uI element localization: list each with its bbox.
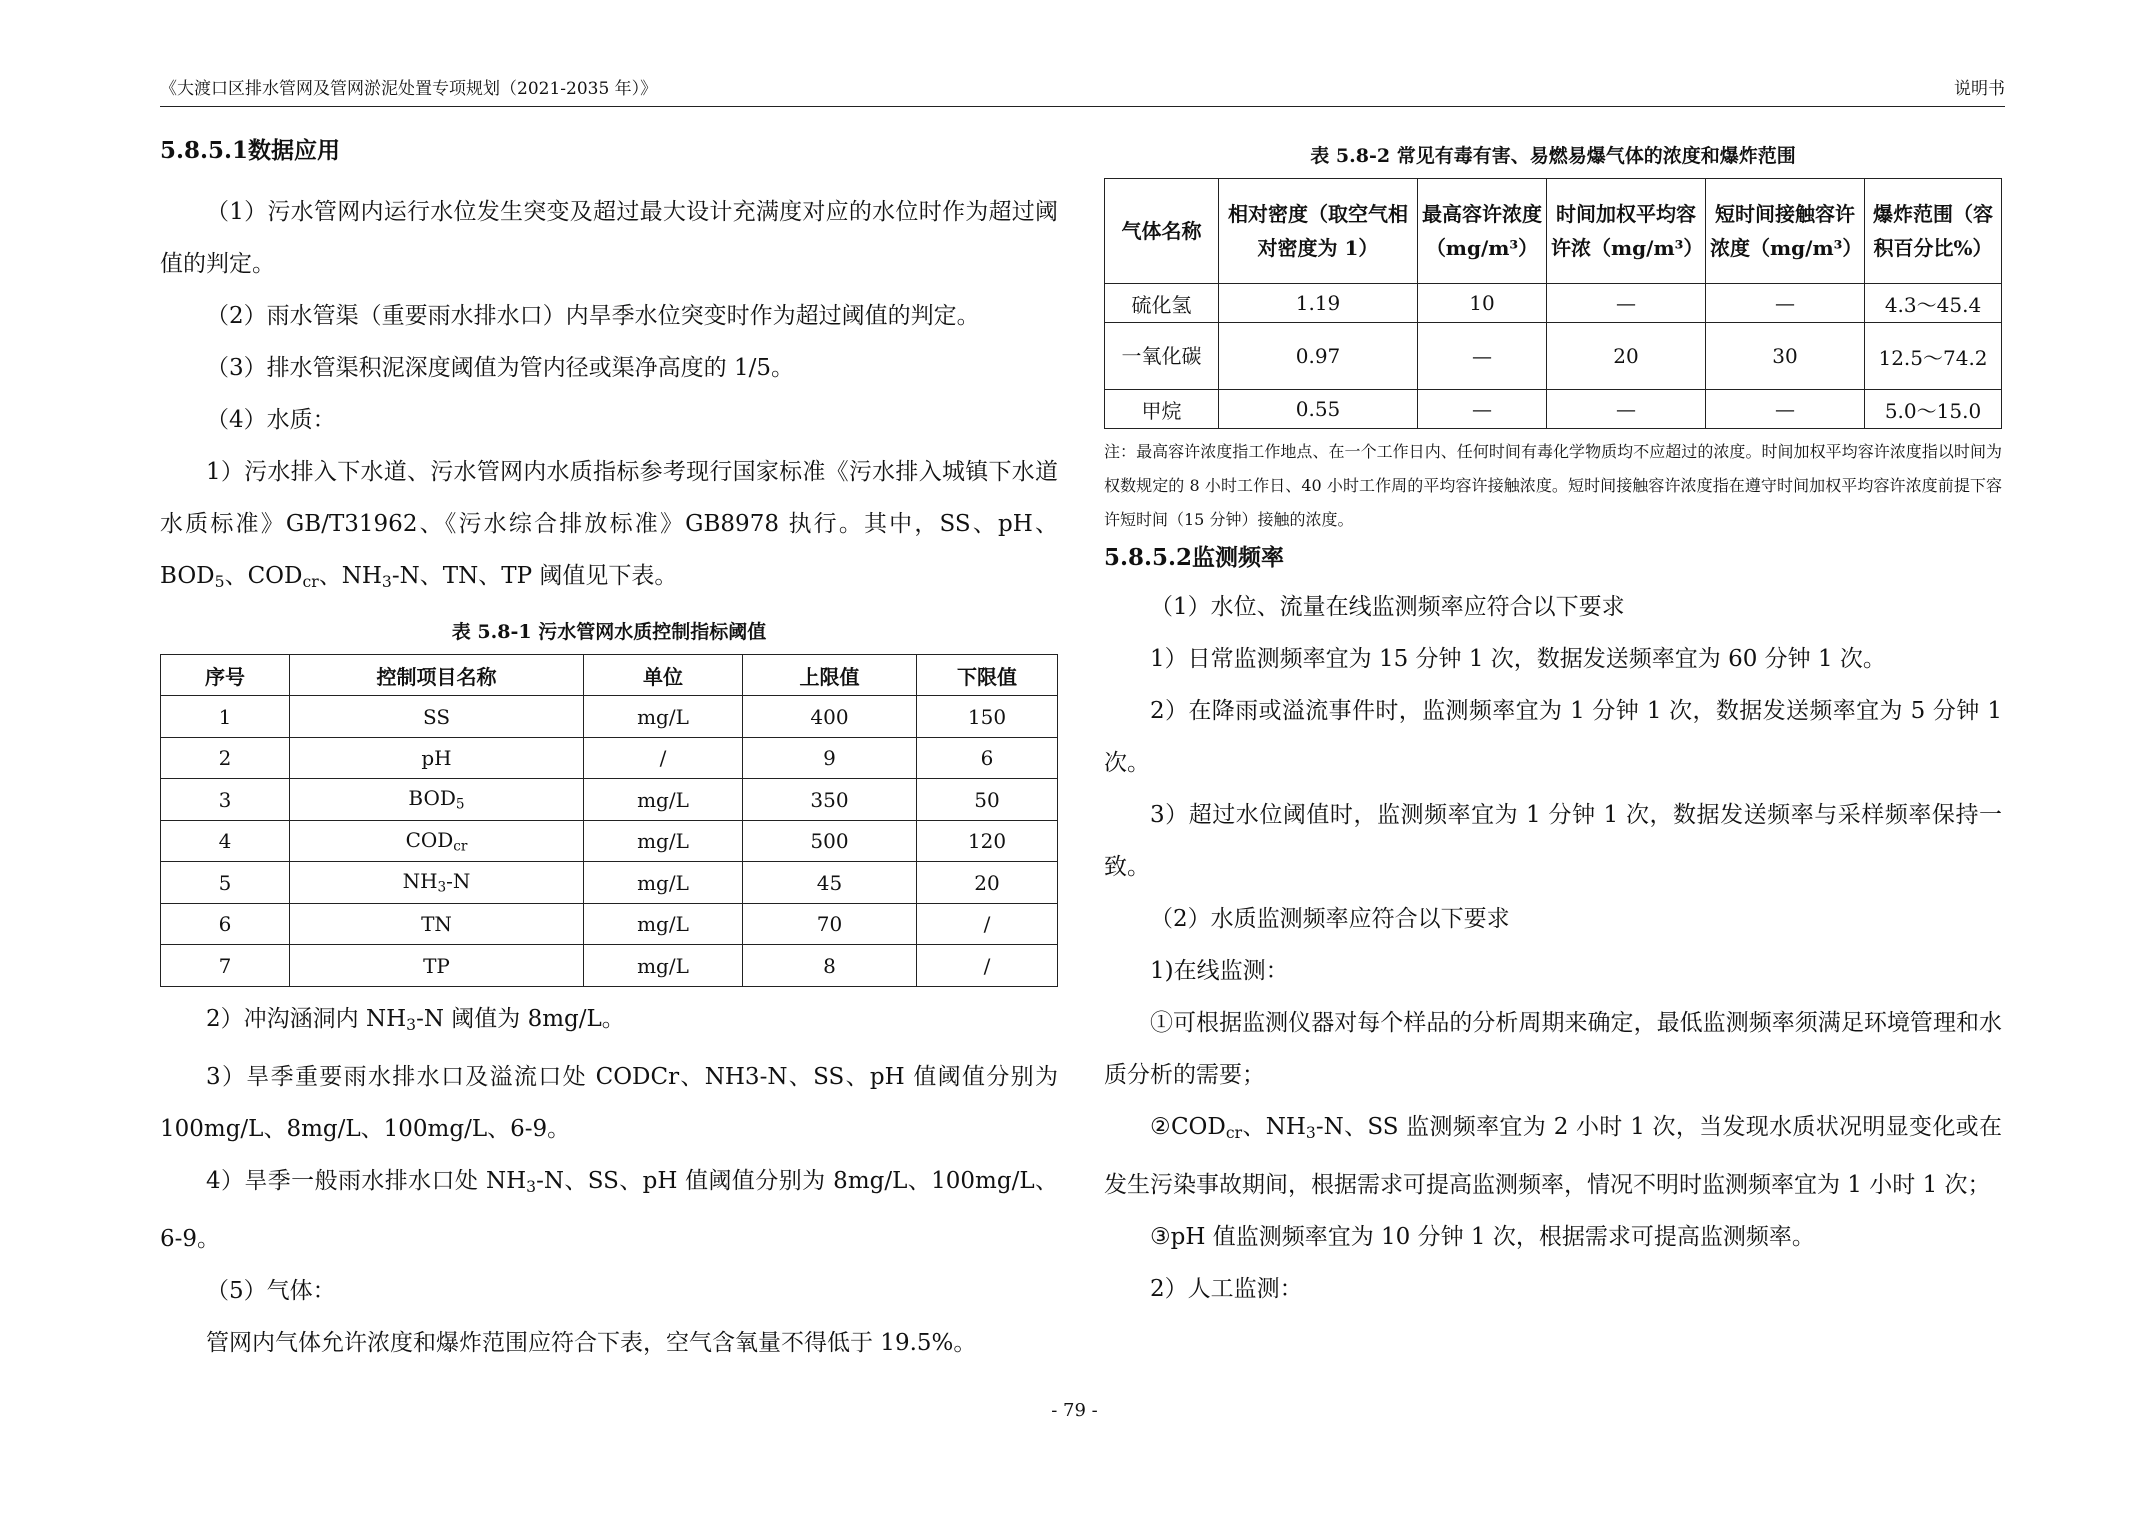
table-row: 3 $BOD_5$ mg/L 350 50 [161, 779, 1058, 821]
section-heading: 5.8.5.2监测频率 [1104, 544, 1285, 571]
table-row: 1 SS mg/L 400 150 [161, 696, 1058, 738]
paragraph: （1）污水管网内运行水位发生突变及超过最大设计充满度对应的水位时作为超过阈值的判定。 [160, 199, 1058, 277]
document-title: 《大渡口区排水管网及管网淤泥处置专项规划（2021-2035 年）》 [160, 79, 658, 99]
table-row: 4 $COD_{cr}$ mg/L 500 120 [161, 820, 1058, 862]
section-heading: 5.8.5.1数据应用 [160, 137, 341, 164]
paragraph: （3）排水管渠积泥深度阈值为管内径或渠净高度的 1/5。 [206, 355, 794, 381]
paragraph: 2）冲沟涵洞内 $NH_3-N$ 阈值为 8mg/L。 [206, 1005, 625, 1034]
paragraph: 2）在降雨或溢流事件时，监测频率宜为 1 分钟 1 次，数据发送频率宜为 5 分钟 1 次。 [1104, 698, 2002, 776]
paragraph: （4）水质： [206, 407, 336, 433]
paragraph: 1）日常监测频率宜为 15 分钟 1 次，数据发送频率宜为 60 分钟 1 次。 [1150, 646, 1886, 672]
water-quality-table [160, 654, 1058, 987]
paragraph: ①可根据监测仪器对每个样品的分析周期来确定，最低监测频率须满足环境管理和水质分析的需要； [1104, 1010, 2002, 1088]
table-row: 甲烷 0.55 — — — 5.0～15.0 [1105, 390, 2002, 429]
paragraph: 3）超过水位阈值时，监测频率宜为 1 分钟 1 次，数据发送频率与采样频率保持一致。 [1104, 802, 2002, 880]
paragraph: 管网内气体允许浓度和爆炸范围应符合下表，空气含氧量不得低于 19.5%。 [206, 1329, 977, 1356]
table-header-row: 气体名称 相对密度（取空气相对密度为 1） 最高容许浓度（mg/m³） 时间加权平均容许浓（mg/m³） 短时间接触容许浓度（mg/m³） 爆炸范围（容积百分比%） [1105, 179, 2002, 284]
table-row: 硫化氢 1.19 10 — — 4.3～45.4 [1105, 284, 2002, 323]
paragraph: （1）水位、流量在线监测频率应符合以下要求 [1150, 594, 1625, 620]
paragraph: 1）污水排入下水道、污水管网内水质指标参考现行国家标准《污水排入城镇下水道水质标准》GB/T31962、《污水综合排放标准》GB8978 执行。其中，SS、pH、$BOD_5$、$COD_{cr}$、$NH_3-N$、TN、TP 阈值见下表。 [160, 459, 1058, 591]
document-type: 说明书 [1954, 79, 2005, 99]
paragraph: （2）雨水管渠（重要雨水排水口）内旱季水位突变时作为超过阈值的判定。 [206, 303, 980, 329]
paragraph: $②COD_{cr}$、$NH_3-N$、SS 监测频率宜为 2 小时 1 次，当发现水质状况明显变化或在发生污染事故期间，根据需求可提高监测频率，情况不明时监测频率宜为 1 小时 1 次； [1104, 1114, 2003, 1198]
table-header-row: 序号 控制项目名称 单位 上限值 下限值 [161, 654, 1058, 696]
table-row: 一氧化碳 0.97 — 20 30 12.5～74.2 [1105, 323, 2002, 390]
paragraph: 2）人工监测： [1150, 1275, 1303, 1302]
table-caption: 表 5.8-2 常见有毒有害、易燃易爆气体的浓度和爆炸范围 [1310, 145, 1796, 167]
paragraph: 3）旱季重要雨水排水口及溢流口处 CODCr、NH3-N、SS、pH 值阈值分别为 100mg/L、8mg/L、100mg/L、6-9。 [160, 1063, 1058, 1142]
table-caption: 表 5.8-1 污水管网水质控制指标阈值 [451, 620, 767, 643]
page-header [160, 72, 2005, 107]
right-column [1104, 140, 2002, 1315]
table-row: 6 TN mg/L 70 / [161, 903, 1058, 945]
paragraph: ③pH 值监测频率宜为 10 分钟 1 次，根据需求可提高监测频率。 [1150, 1223, 1815, 1250]
table-note: 注：最高容许浓度指工作地点、在一个工作日内、任何时间有毒化学物质均不应超过的浓度。时间加权平均容许浓度指以时间为权数规定的 8 小时工作日、40 小时工作周的平均容许接触浓度。短时间接触容许浓度指在遵守时间加权平均容许浓度前提下容许短时间（15 分钟）接触的浓度。 [1104, 442, 2002, 529]
page-number: - 79 - [1051, 1400, 1098, 1421]
table-row: 2 pH / 9 6 [161, 737, 1058, 779]
table-row: 5 $NH_3-N$ mg/L 45 20 [161, 862, 1058, 904]
paragraph: 1)在线监测： [1150, 958, 1289, 984]
left-column [160, 136, 1058, 1369]
paragraph: （2）水质监测频率应符合以下要求 [1150, 906, 1510, 932]
table-row: 7 TP mg/L 8 / [161, 945, 1058, 987]
gas-table [1104, 178, 2002, 429]
paragraph: （5）气体： [206, 1277, 336, 1304]
paragraph: 4）旱季一般雨水排水口处 $NH_3-N$、SS、pH 值阈值分别为 8mg/L、100mg/L、6-9。 [160, 1167, 1058, 1252]
